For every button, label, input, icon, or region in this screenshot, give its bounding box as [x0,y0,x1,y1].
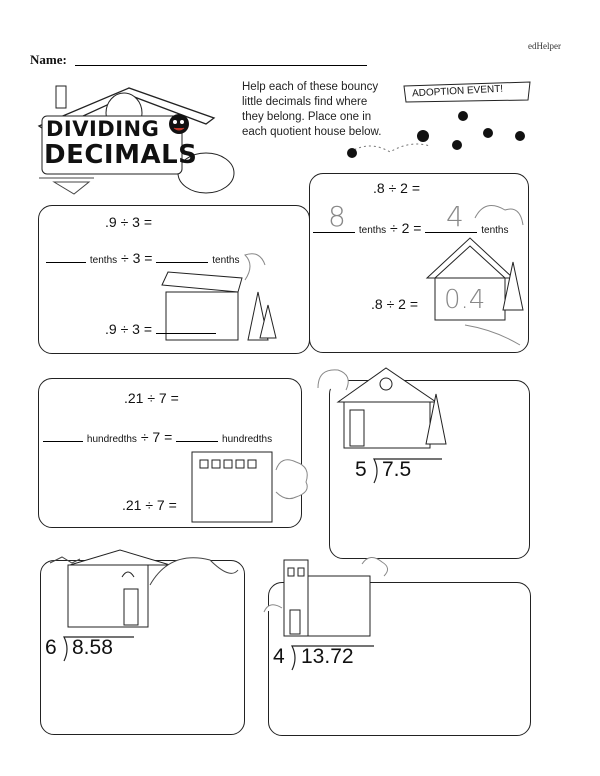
p4-house-illustration [40,545,240,635]
example-op: ÷ 2 = [390,220,422,236]
example-unit: tenths [358,225,387,236]
name-label: Name: [30,52,67,67]
instruction-line: they belong. Place one in [242,111,372,123]
example-unit-2: tenths [481,225,509,236]
p2-expression: .21 ÷ 7 = [124,390,179,406]
p2-final [122,497,177,513]
p5-divisor: 4 [273,645,285,668]
instruction-line: little decimals find where [242,96,368,108]
banner-text: ADOPTION EVENT! [411,83,504,100]
p1-unit: tenths [89,255,118,266]
p2-unit: hundredths [86,434,137,445]
p3-dividend: 7.5 [382,458,412,481]
p2-final-expression: .21 ÷ 7 = [122,497,177,513]
p4-dividend: 8.58 [72,636,113,659]
p1-final [105,321,216,337]
p2-line [43,429,272,445]
p2-blank-2[interactable] [176,441,218,442]
p1-final-expression: .9 ÷ 3 = [105,321,152,337]
bouncy-decimals-illustration [340,108,540,164]
p3-divisor: 5 [355,458,367,481]
example-expression: .8 ÷ 2 = [373,180,420,196]
example-final-answer: 0.4 [444,285,486,315]
p1-unit-2: tenths [212,255,240,266]
instruction-line: Help each of these bouncy [242,81,379,93]
title-line-1: DIVIDING [46,117,160,141]
p2-op: ÷ 7 = [140,429,173,445]
p5-building-illustration [262,552,402,642]
p2-blank-1[interactable] [43,441,83,442]
example-final: .8 ÷ 2 = [371,296,418,312]
p5-dividend: 13.72 [301,645,354,668]
p1-op: ÷ 3 = [121,250,153,266]
example-house-illustration [425,200,525,350]
example-answer-1: 8 [328,200,346,233]
p1-final-blank[interactable] [156,333,216,334]
p4-divisor: 6 [45,636,57,659]
p1-blank-1[interactable] [46,262,86,263]
p3-house-illustration [314,364,459,454]
p2-building-illustration [188,450,313,530]
p2-unit-2: hundredths [222,434,273,445]
example-answer-2: 4 [446,200,464,233]
instruction-line: each quotient house below. [242,126,382,138]
p1-expression: .9 ÷ 3 = [105,214,152,230]
title-line-2: DECIMALS [44,140,198,170]
name-field[interactable] [75,65,367,66]
brand-label: edHelper [528,41,561,51]
example-blank-1 [313,232,355,233]
